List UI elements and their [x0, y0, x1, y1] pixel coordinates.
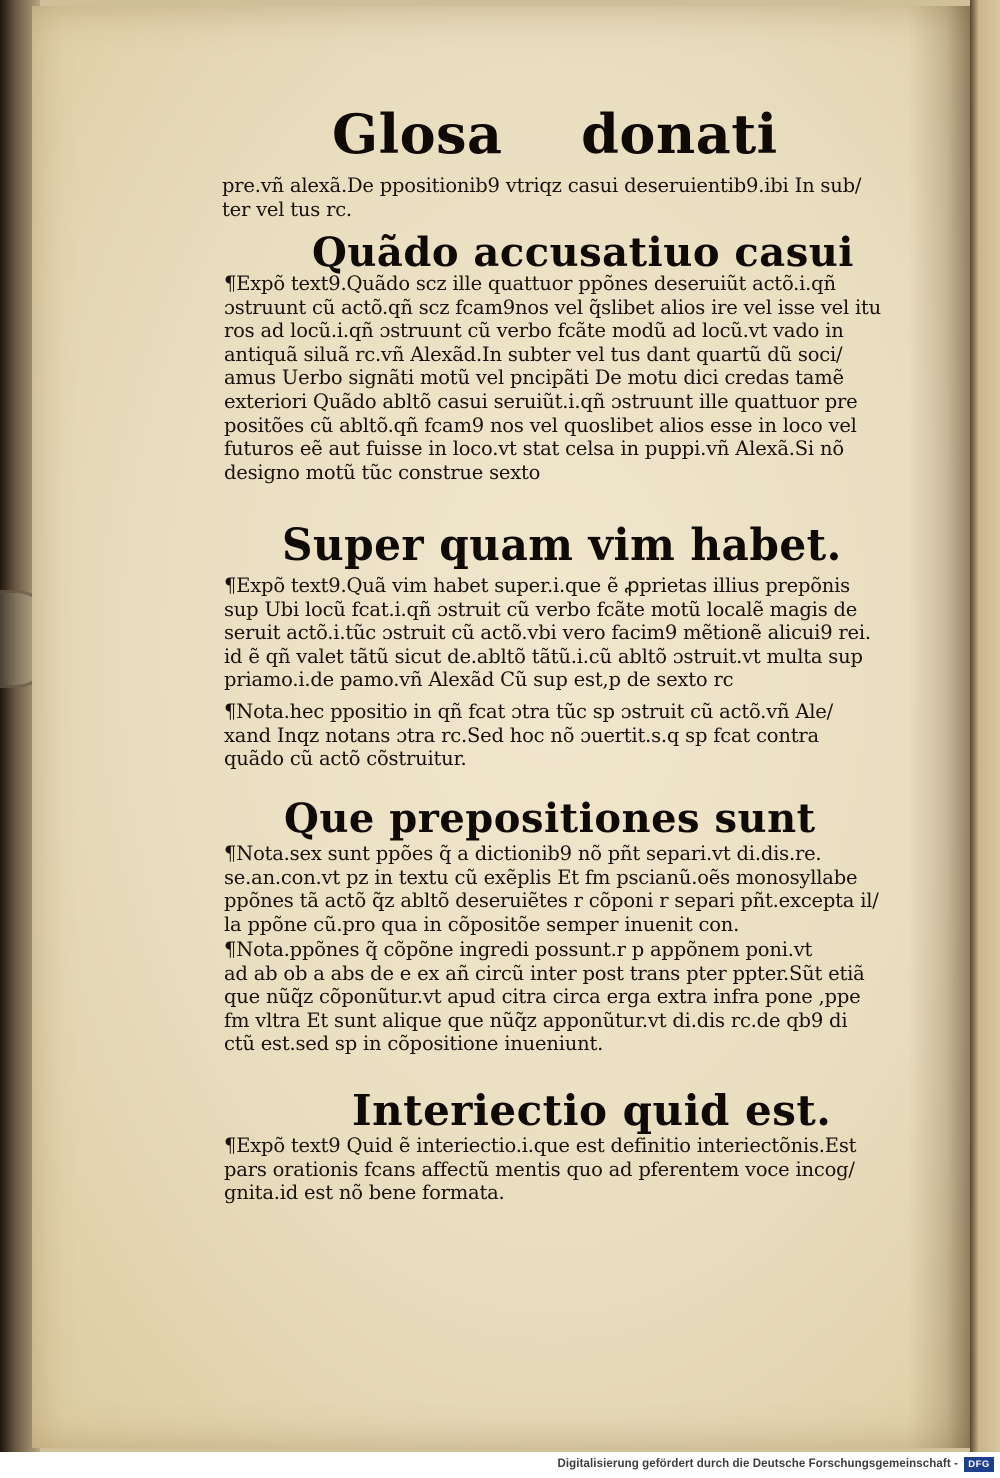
text-line: seruit actõ.i.tũc ɔstruit cũ actõ.vbi vero facim9 mẽtionẽ alicui9 rei. [224, 621, 871, 645]
digitization-footer [0, 1452, 1000, 1478]
text-line: ¶Nota.ppõnes q̃ cõpõne ingredi possunt.r p appõnem poni.vt [224, 938, 813, 961]
footer-credit: Digitalisierung gefördert durch die Deutsche Forschungsgemeinschaft - [557, 1458, 958, 1470]
text-line: ¶Expõ text9.Quã vim habet super.i.que ẽ ꝓprietas illius prepõnis [224, 574, 850, 597]
paragraph [224, 842, 879, 936]
text-line: ¶Expõ text9.Quãdo scz ille quattuor ppõnes deseruiũt actõ.i.qñ [224, 272, 836, 295]
text-line: ctũ est.sed sp in cõpositione inueniunt. [224, 1032, 604, 1056]
text-line: quãdo cũ actõ cõstruitur. [224, 747, 467, 771]
text-line: futuros eẽ aut fuisse in loco.vt stat celsa in puppi.vñ Alexã.Si nõ [224, 437, 844, 461]
page-title-left: Glosa [332, 102, 503, 166]
text-line: que nũq̃z cõponũtur.vt apud citra circa erga extra infra pone ,ppe [224, 985, 861, 1009]
paragraph [224, 938, 865, 1056]
text-line: ros ad locũ.i.qñ ɔstruunt cũ verbo fcãte modũ ad locũ.vt vado in [224, 319, 844, 343]
section-heading: Interiectio quid est. [352, 1086, 832, 1135]
text-line: ¶Nota.sex sunt ppões q̃ a dictionib9 nõ pñt separi.vt di.dis.re. [224, 842, 822, 865]
page-title [332, 102, 778, 166]
book-page [32, 6, 978, 1448]
text-line: exteriori Quãdo abltõ casui seruiũt.i.qñ ɔstruunt ille quattuor pre [224, 389, 858, 413]
text-line: ad ab ob a abs de e ex añ circũ inter post trans pter ppter.Sũt etiã [224, 961, 865, 985]
text-line: gnita.id est nõ bene formata. [224, 1181, 505, 1205]
text-line: se.an.con.vt pz in textu cũ exẽplis Et fm pscianũ.oẽs monosyllabe [224, 865, 858, 889]
intro-paragraph [222, 174, 861, 221]
text-line: id ẽ qñ valet tãtũ sicut de.abltõ tãtũ.i.cũ abltõ ɔstruit.vt multa sup [224, 644, 863, 668]
text-line: antiquã siluã rc.vñ Alexãd.In subter vel tus dant quartũ dũ soci/ [224, 342, 843, 366]
text-line: ɔstruunt cũ actõ.qñ scz fcam9nos vel q̃slibet alios ire vel isse vel itu [224, 295, 882, 319]
text-line: ter vel tus rc. [222, 197, 352, 221]
paragraph [224, 574, 871, 692]
text-line: pre.vñ alexã.De ppositionib9 vtriqz casui deseruientib9.ibi In sub/ [222, 174, 862, 197]
paragraph [224, 272, 881, 484]
text-line: xand Inqz notans ɔtra rc.Sed hoc nõ ɔuertit.s.q sp fcat contra [224, 723, 819, 747]
paragraph [224, 700, 833, 771]
text-line: amus Uerbo signãti motũ vel pncipãti De motu dici credas tamẽ [224, 366, 844, 390]
paragraph [224, 1134, 856, 1205]
text-line: ¶Nota.hec ppositio in qñ fcat ɔtra tũc sp ɔstruit cũ actõ.vñ Ale/ [224, 700, 833, 723]
text-line: sup Ubi locũ fcat.i.qñ ɔstruit cũ verbo fcãte motũ localẽ magis de [224, 597, 858, 621]
next-page-edge [970, 0, 1000, 1452]
gutter-shadow [908, 6, 978, 1448]
section-heading: Super quam vim habet. [282, 520, 842, 571]
text-line: positões cũ abltõ.qñ fcam9 nos vel quoslibet alios esse in loco vel [224, 413, 857, 437]
text-line: ppõnes tã actõ q̃z abltõ deseruiẽtes r cõponi r separi pñt.excepta il/ [224, 889, 879, 913]
dfg-logo-icon: DFG [964, 1457, 994, 1472]
text-line: ¶Expõ text9 Quid ẽ interiectio.i.que est definitio interiectõnis.Est [224, 1134, 857, 1157]
section-heading: Quãdo accusatiuo casui [312, 229, 854, 276]
text-line: designo motũ tũc construe sexto [224, 460, 541, 484]
text-line: pars orationis fcans affectũ mentis quo ad pferentem voce incog/ [224, 1157, 855, 1181]
text-line: la ppõne cũ.pro qua in cõpositõe semper inuenit con. [224, 912, 740, 936]
text-line: fm vltra Et sunt alique que nũq̃z apponũtur.vt di.dis rc.de qb9 di [224, 1008, 848, 1032]
text-line: priamo.i.de pamo.vñ Alexãd Cũ sup est,p de sexto rc [224, 668, 734, 692]
page-title-right: donati [581, 102, 778, 166]
section-heading: Que prepositiones sunt [284, 795, 816, 842]
